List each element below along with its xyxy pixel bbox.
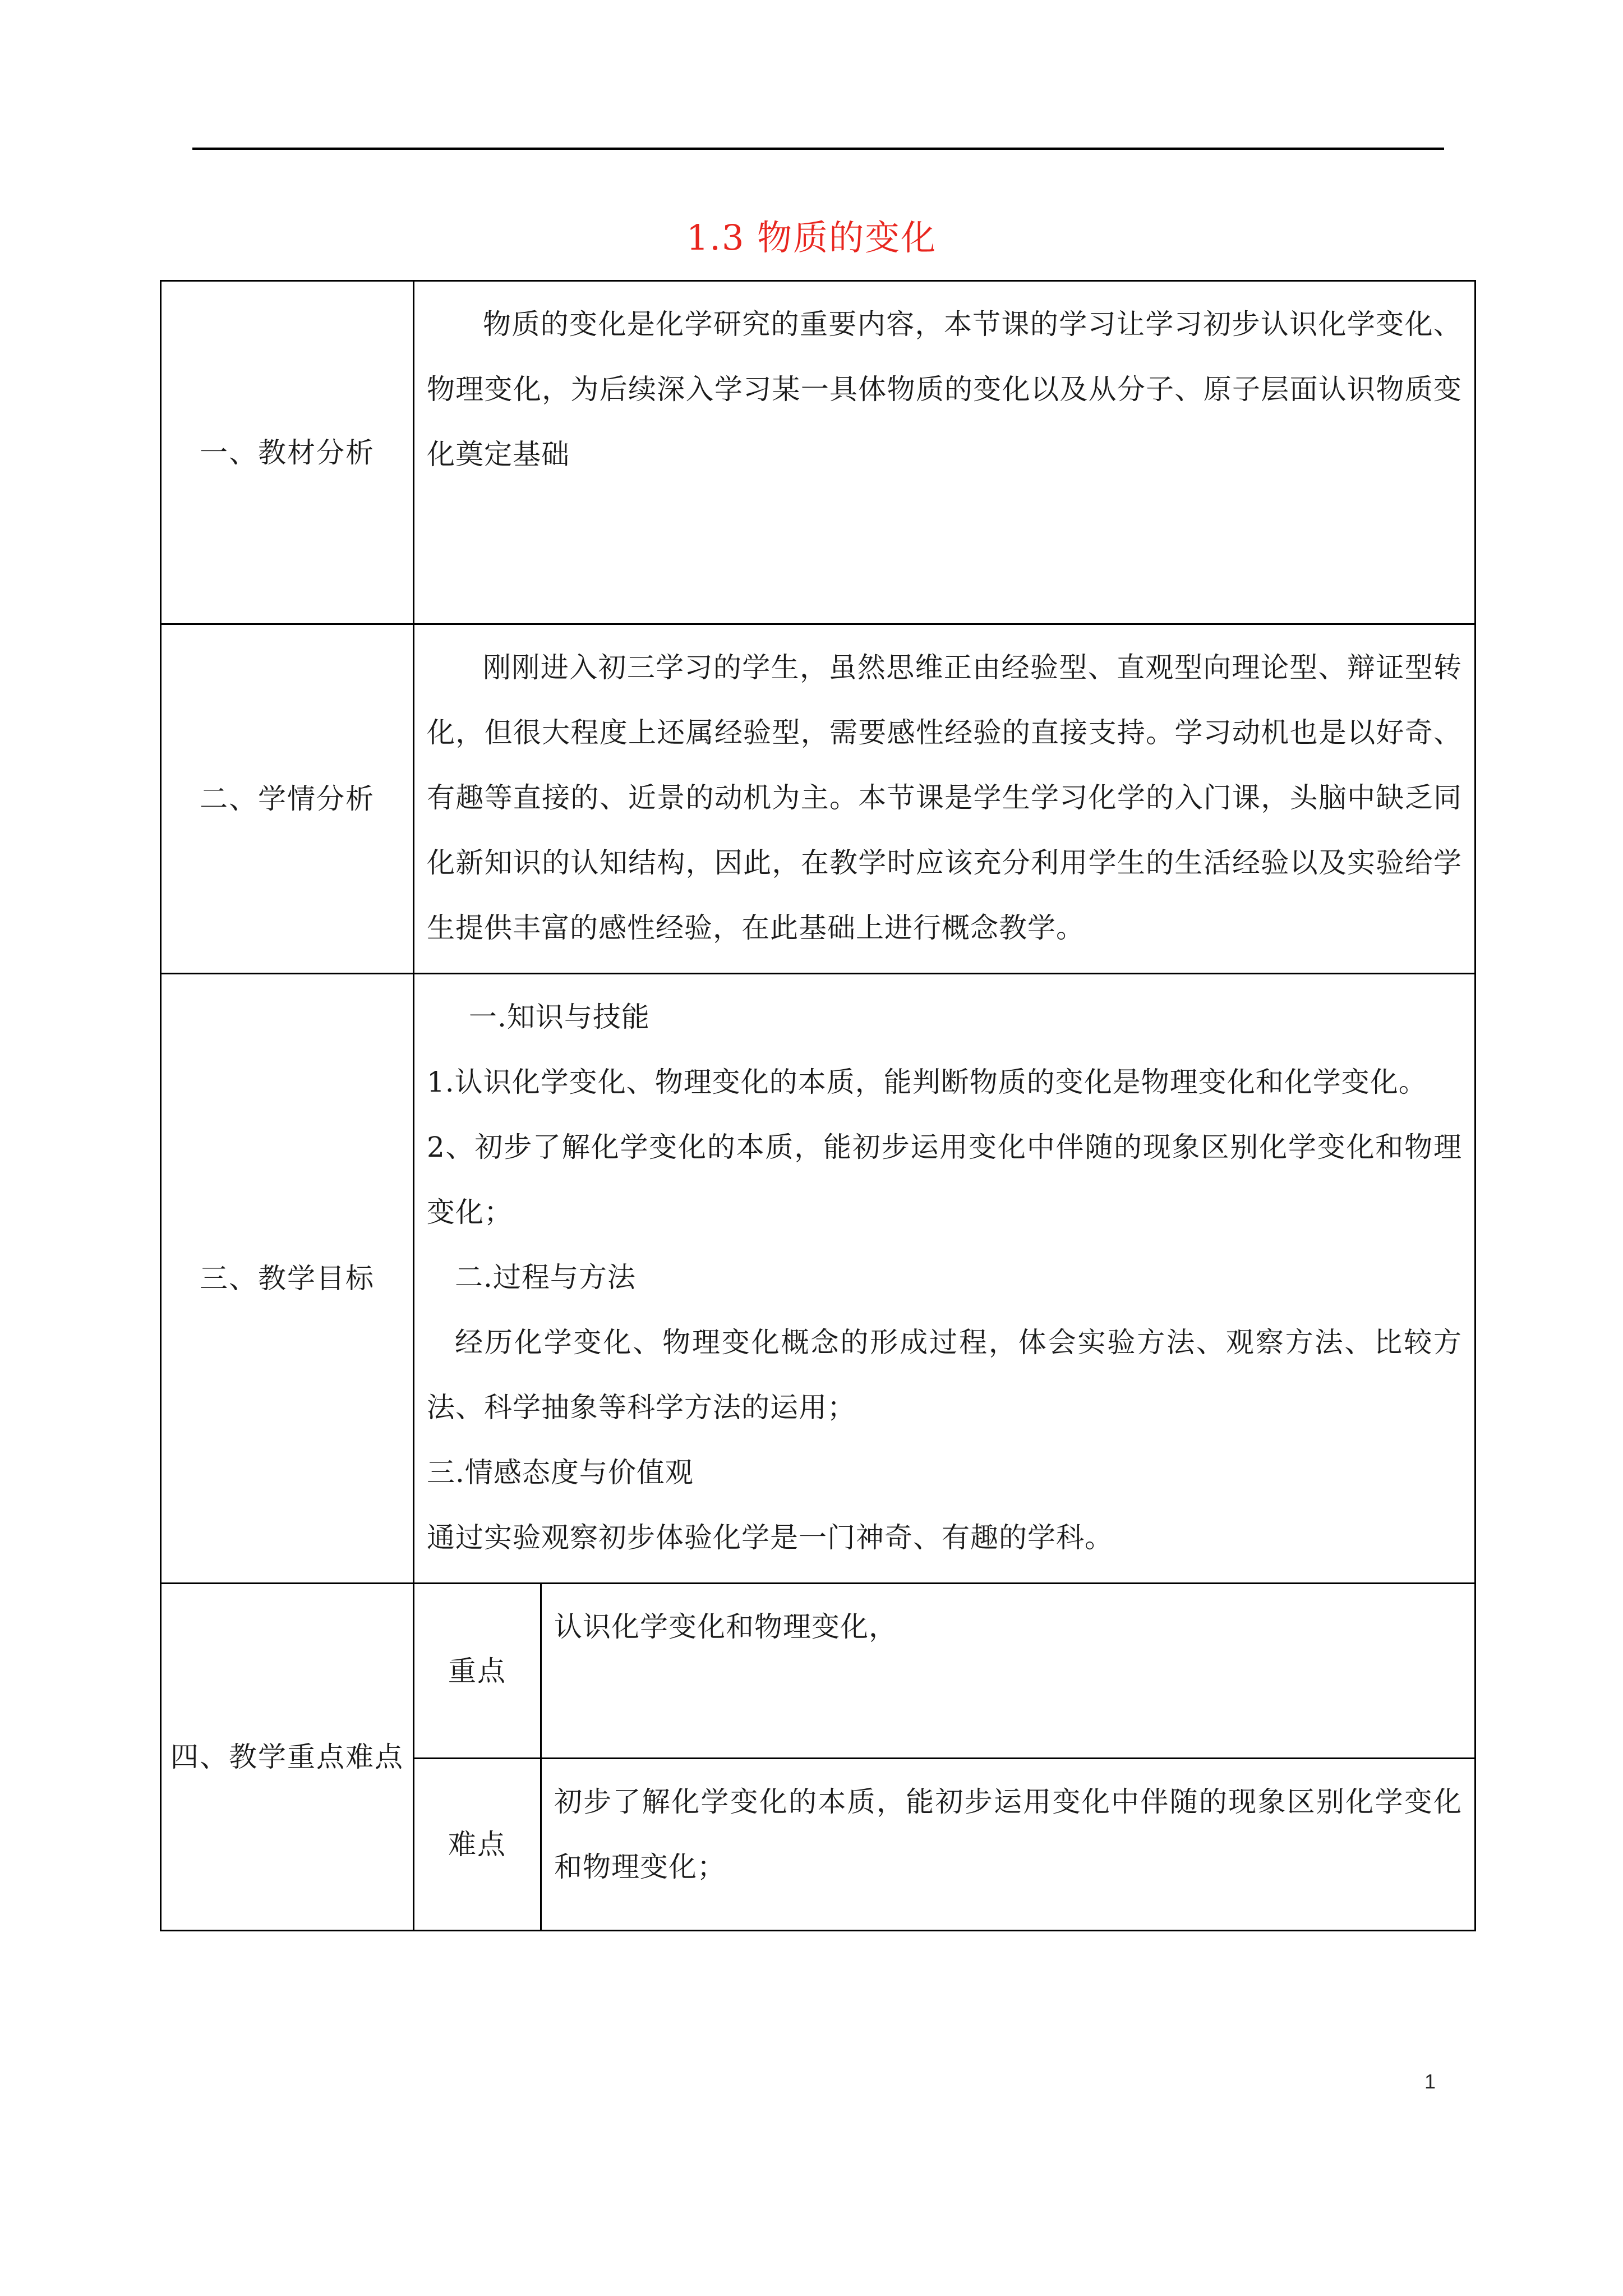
goal-item: 经历化学变化、物理变化概念的形成过程，体会实验方法、观察方法、比较方法、科学抽象等科学方法的运用； — [427, 1326, 1462, 1424]
goal-heading: 二.过程与方法 — [455, 1261, 636, 1294]
paragraph: 物质的变化是化学研究的重要内容，本节课的学习让学习初步认识化学变化、物理变化，为后续深入学习某一具体物质的变化以及从分子、原子层面认识物质变化奠定基础 — [427, 308, 1462, 471]
paragraph: 刚刚进入初三学习的学生，虽然思维正由经验型、直观型向理论型、辩证型转化，但很大程度上还属经验型，需要感性经验的直接支持。学习动机也是以好奇、有趣等直接的、近景的动机为主。本节课是学生学习化学的入门课，头脑中缺乏同化新知识的认知结构，因此，在教学时应该充分利用学生的生活经验以及实验给学生提供丰富的感性经验，在此基础上进行概念教学。 — [427, 651, 1462, 944]
sub-label-key-point: 重点 — [414, 1584, 541, 1759]
page-number: 1 — [1424, 2070, 1436, 2093]
goal-item: 2、初步了解化学变化的本质，能初步运用变化中伴随的现象区别化学变化和物理变化； — [427, 1131, 1462, 1228]
row-label: 一、教材分析 — [161, 281, 414, 624]
row-textbook-analysis — [161, 281, 1476, 624]
row-teaching-goals — [161, 974, 1476, 1584]
paragraph: 初步了解化学变化的本质，能初步运用变化中伴随的现象区别化学变化和物理变化； — [554, 1786, 1462, 1883]
row-content — [414, 281, 1476, 624]
row-label: 二、学情分析 — [161, 624, 414, 974]
row-student-analysis — [161, 624, 1476, 974]
paragraph: 认识化学变化和物理变化， — [554, 1611, 897, 1643]
goal-heading: 三.情感态度与价值观 — [427, 1456, 694, 1489]
difficult-point-content — [541, 1759, 1476, 1931]
goal-item: 通过实验观察初步体验化学是一门神奇、有趣的学科。 — [427, 1521, 1113, 1554]
row-content — [414, 974, 1476, 1584]
key-point-content — [541, 1584, 1476, 1759]
lesson-plan-table — [160, 280, 1476, 1931]
document-title: 1.3 物质的变化 — [686, 217, 937, 258]
goal-item: 1.认识化学变化、物理变化的本质，能判断物质的变化是物理变化和化学变化。 — [427, 1066, 1427, 1098]
sub-label-difficult-point: 难点 — [414, 1759, 541, 1931]
header-rule — [192, 148, 1444, 150]
row-key-point — [161, 1584, 1476, 1759]
row-label: 三、教学目标 — [161, 974, 414, 1584]
row-label: 四、教学重点难点 — [161, 1584, 414, 1931]
goal-heading: 一.知识与技能 — [469, 1001, 650, 1033]
row-content — [414, 624, 1476, 974]
